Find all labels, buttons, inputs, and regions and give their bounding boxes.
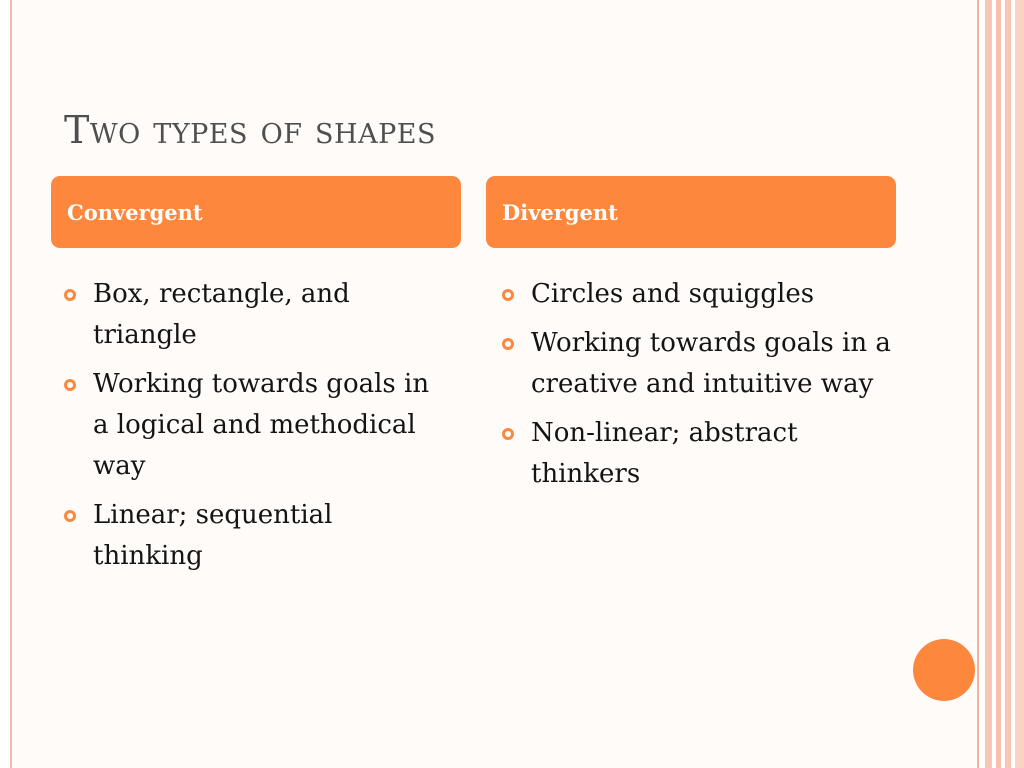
right-stripe	[985, 0, 992, 768]
bullet-item	[64, 274, 434, 356]
convergent-header	[51, 176, 461, 248]
divergent-header	[486, 176, 896, 248]
bullet-circle-icon	[502, 338, 514, 350]
bullet-item	[64, 495, 434, 577]
convergent-header-label: Convergent	[67, 200, 203, 225]
slide-title: Two types of shapes	[64, 108, 436, 152]
right-stripe	[1005, 0, 1011, 768]
bullet-text: Circles and squiggles	[531, 279, 815, 309]
bullet-text: Box, rectangle, and triangle	[93, 279, 350, 350]
bullet-text: Working towards goals in a logical and methodical way	[93, 369, 430, 481]
bullet-circle-icon	[64, 289, 76, 301]
bullet-circle-icon	[502, 289, 514, 301]
bullet-circle-icon	[64, 379, 76, 391]
divergent-bullet-list	[502, 274, 892, 503]
bullet-circle-icon	[64, 510, 76, 522]
divergent-header-label: Divergent	[502, 200, 618, 225]
right-stripe	[1015, 0, 1024, 768]
bullet-text: Linear; sequential thinking	[93, 500, 333, 571]
left-border-line	[10, 0, 12, 768]
bullet-item	[502, 413, 892, 495]
decorative-circle	[913, 639, 975, 701]
bullet-item	[64, 364, 434, 487]
bullet-text: Non-linear; abstract thinkers	[531, 418, 798, 489]
right-stripe	[977, 0, 979, 768]
bullet-text: Working towards goals in a creative and intuitive way	[531, 328, 891, 399]
bullet-item	[502, 274, 892, 315]
right-stripe	[996, 0, 1001, 768]
bullet-circle-icon	[502, 428, 514, 440]
convergent-bullet-list	[64, 274, 434, 585]
bullet-item	[502, 323, 892, 405]
